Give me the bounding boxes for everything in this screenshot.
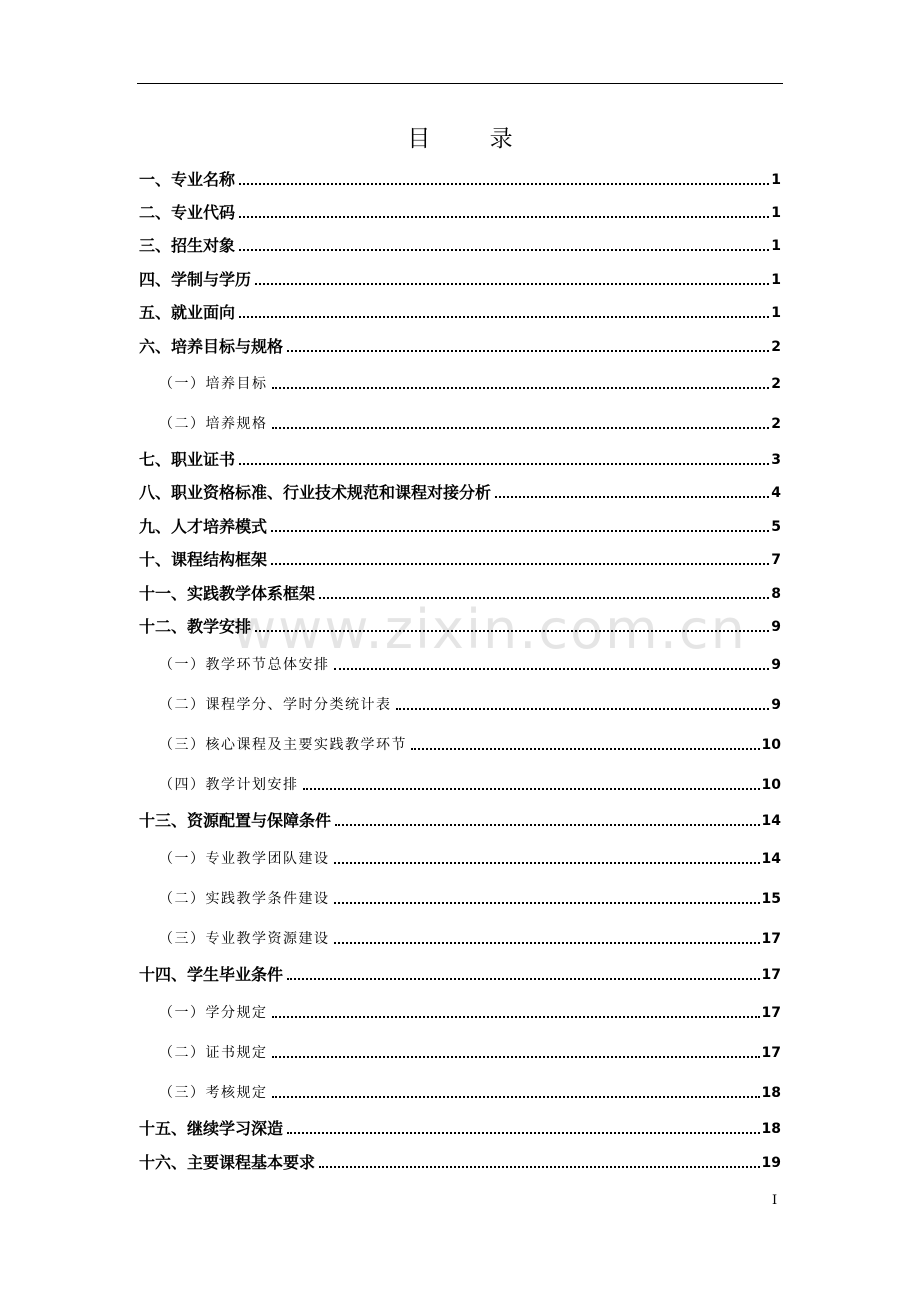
toc-entry-label: 三、招生对象 — [139, 236, 236, 255]
toc-entry-label: 七、职业证书 — [139, 450, 236, 469]
toc-entry[interactable] — [139, 228, 781, 256]
toc-entry-page: 1 — [771, 272, 781, 288]
toc-dot-leader — [272, 387, 770, 389]
toc-entry-page: 1 — [771, 205, 781, 221]
toc-dot-leader — [287, 350, 769, 352]
toc-entry-page: 2 — [771, 339, 781, 355]
toc-entry[interactable] — [139, 995, 781, 1023]
toc-entry-page: 2 — [771, 416, 781, 432]
toc-entry-label: （二）证书规定 — [159, 1045, 268, 1061]
toc-entry-page: 9 — [771, 619, 781, 635]
toc-dot-leader — [272, 427, 770, 429]
toc-entry-page: 1 — [771, 172, 781, 188]
toc-entry-page: 15 — [761, 891, 781, 907]
toc-entry-page: 18 — [761, 1121, 781, 1137]
toc-dot-leader — [334, 942, 760, 944]
toc-entry-page: 9 — [771, 697, 781, 713]
toc-entry-page: 17 — [761, 1005, 781, 1021]
toc-dot-leader — [334, 902, 760, 904]
page-number: I — [772, 1193, 778, 1208]
toc-entry[interactable] — [139, 195, 781, 223]
toc-entry[interactable] — [139, 1111, 781, 1139]
toc-entry-label: 十二、教学安排 — [139, 617, 252, 636]
toc-entry-label: 十三、资源配置与保障条件 — [139, 811, 332, 830]
toc-dot-leader — [334, 862, 760, 864]
toc-dot-leader — [239, 463, 769, 465]
toc-entry[interactable] — [139, 1075, 781, 1103]
toc-dot-leader — [396, 708, 770, 710]
toc-entry[interactable] — [139, 162, 781, 190]
toc-dot-leader — [271, 530, 769, 532]
toc-dot-leader — [495, 496, 769, 498]
toc-entry-page: 18 — [761, 1085, 781, 1101]
toc-entry-label: （一）学分规定 — [159, 1005, 268, 1021]
toc-entry[interactable] — [139, 366, 781, 394]
toc-dot-leader — [287, 1132, 760, 1134]
toc-entry-label: 四、学制与学历 — [139, 270, 252, 289]
toc-entry[interactable] — [139, 1145, 781, 1173]
header-rule — [137, 83, 783, 84]
toc-entry-label: 五、就业面向 — [139, 303, 236, 322]
toc-entry[interactable] — [139, 442, 781, 470]
toc-entry-page: 14 — [761, 851, 781, 867]
toc-entry[interactable] — [139, 406, 781, 434]
toc-entry[interactable] — [139, 767, 781, 795]
toc-entry[interactable] — [139, 957, 781, 985]
toc-entry[interactable] — [139, 576, 781, 604]
toc-entry-label: （二）培养规格 — [159, 416, 268, 432]
toc-entry-label: 一、专业名称 — [139, 170, 236, 189]
toc-entry[interactable] — [139, 295, 781, 323]
toc-entry[interactable] — [139, 329, 781, 357]
toc-entry-label: 九、人才培养模式 — [139, 517, 268, 536]
toc-dot-leader — [335, 824, 760, 826]
toc-dot-leader — [239, 316, 769, 318]
toc-dot-leader — [239, 183, 769, 185]
toc-entry-page: 1 — [771, 305, 781, 321]
toc-dot-leader — [303, 788, 760, 790]
toc-entry-page: 19 — [761, 1155, 781, 1171]
toc-dot-leader — [239, 249, 769, 251]
toc-entry-page: 2 — [771, 376, 781, 392]
toc-dot-leader — [272, 1096, 760, 1098]
toc-entry-page: 10 — [761, 737, 781, 753]
toc-dot-leader — [271, 563, 769, 565]
toc-entry-page: 4 — [771, 485, 781, 501]
toc-entry-page: 1 — [771, 238, 781, 254]
toc-dot-leader — [411, 748, 760, 750]
toc-entry-label: 十、课程结构框架 — [139, 550, 268, 569]
toc-entry[interactable] — [139, 803, 781, 831]
toc-entry[interactable] — [139, 841, 781, 869]
toc-entry-label: （二）课程学分、学时分类统计表 — [159, 697, 392, 713]
toc-entry-label: 六、培养目标与规格 — [139, 337, 284, 356]
watermark: www.zixin.com.cn — [232, 598, 747, 661]
toc-entry[interactable] — [139, 262, 781, 290]
toc-entry[interactable] — [139, 542, 781, 570]
toc-entry[interactable] — [139, 1035, 781, 1063]
toc-entry[interactable] — [139, 921, 781, 949]
toc-entry[interactable] — [139, 687, 781, 715]
toc-entry-label: （四）教学计划安排 — [159, 777, 299, 793]
toc-entry-label: 十一、实践教学体系框架 — [139, 584, 316, 603]
toc-entry[interactable] — [139, 727, 781, 755]
toc-dot-leader — [239, 216, 769, 218]
toc-entry-page: 10 — [761, 777, 781, 793]
toc-dot-leader — [272, 1016, 760, 1018]
toc-entry-page: 17 — [761, 1045, 781, 1061]
toc-dot-leader — [272, 1056, 760, 1058]
toc-title: 目 录 — [407, 126, 539, 152]
toc-dot-leader — [334, 668, 770, 670]
toc-entry-label: （一）培养目标 — [159, 376, 268, 392]
toc-entry-label: 十五、继续学习深造 — [139, 1119, 284, 1138]
toc-entry-page: 9 — [771, 657, 781, 673]
toc-entry-label: （一）教学环节总体安排 — [159, 657, 330, 673]
toc-entry[interactable] — [139, 609, 781, 637]
toc-entry-page: 3 — [771, 452, 781, 468]
toc-entry-label: （一）专业教学团队建设 — [159, 851, 330, 867]
toc-dot-leader — [319, 597, 769, 599]
toc-dot-leader — [255, 283, 769, 285]
toc-dot-leader — [255, 630, 769, 632]
toc-entry-label: （三）核心课程及主要实践教学环节 — [159, 737, 407, 753]
toc-entry-page: 7 — [771, 552, 781, 568]
toc-entry-page: 17 — [761, 967, 781, 983]
toc-dot-leader — [287, 978, 760, 980]
toc-entry-label: 十六、主要课程基本要求 — [139, 1153, 316, 1172]
toc-entry-label: （二）实践教学条件建设 — [159, 891, 330, 907]
toc-entry-label: （三）专业教学资源建设 — [159, 931, 330, 947]
toc-entry[interactable] — [139, 881, 781, 909]
toc-entry-label: （三）考核规定 — [159, 1085, 268, 1101]
toc-entry[interactable] — [139, 475, 781, 503]
toc-entry-page: 14 — [761, 813, 781, 829]
toc-entry-page: 17 — [761, 931, 781, 947]
toc-dot-leader — [319, 1166, 760, 1168]
toc-entry-page: 8 — [771, 586, 781, 602]
toc-entry[interactable] — [139, 509, 781, 537]
toc-entry[interactable] — [139, 647, 781, 675]
toc-entry-label: 八、职业资格标准、行业技术规范和课程对接分析 — [139, 483, 492, 502]
toc-entry-page: 5 — [771, 519, 781, 535]
toc-entry-label: 十四、学生毕业条件 — [139, 965, 284, 984]
toc-entry-label: 二、专业代码 — [139, 203, 236, 222]
